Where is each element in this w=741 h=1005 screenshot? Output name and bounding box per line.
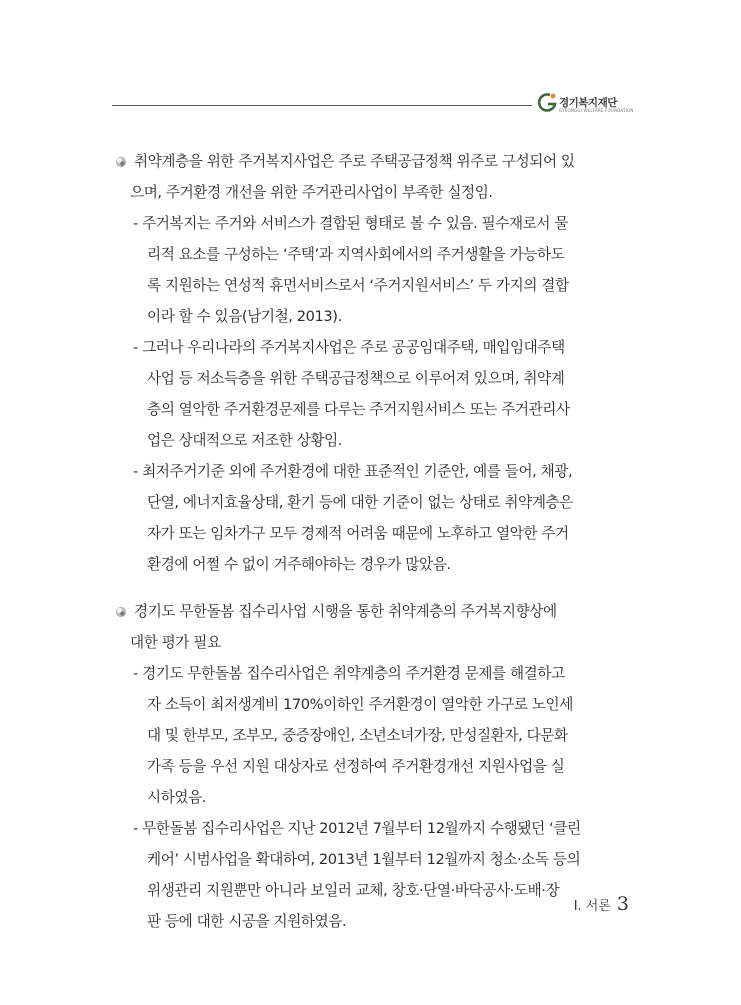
dash-item-line: - 경기도 무한돌봄 집수리사업은 취약계층의 주거환경 문제를 해결하고	[133, 665, 565, 682]
dash-item-line: 자 소득이 최저생계비 170%이하인 주거환경이 열악한 가구로 노인세	[147, 696, 573, 713]
dash-item-line: 사업 등 저소득층을 위한 주택공급정책으로 이루어져 있으며, 취약계	[147, 370, 565, 387]
dash-item-line: 케어’ 시범사업을 확대하여, 2013년 1월부터 12월까지 청소·소독 등의	[147, 851, 581, 868]
dash-item-line: 리적 요소를 구성하는 ‘주택’과 지역사회에서의 주거생활을 가능하도	[147, 246, 565, 263]
document-body	[112, 146, 642, 937]
dash-item	[133, 456, 642, 580]
logo-mark-icon	[536, 91, 558, 113]
dash-item	[133, 658, 642, 813]
dash-item-line: 자가 또는 임차가구 모두 경제적 어려움 때문에 노후하고 열악한 주거	[147, 525, 569, 542]
dash-item-line: 환경에 어쩔 수 없이 거주해야하는 경우가 많았음.	[147, 556, 451, 573]
logo-name: 경기복지재단	[559, 97, 617, 109]
bullet-icon	[114, 605, 128, 619]
dash-item-line: 록 지원하는 연성적 휴먼서비스로서 ‘주거지원서비스’ 두 가지의 결합	[147, 277, 569, 294]
dash-item	[133, 332, 642, 456]
section	[112, 596, 642, 937]
bullet-text-line: 대한 평가 필요	[130, 634, 221, 651]
bullet-text-line: 경기도 무한돌봄 집수리사업 시행을 통한 취약계층의 주거복지향상에	[134, 603, 557, 620]
page-number: 3	[616, 893, 629, 915]
dash-item-line: 위생관리 지원뿐만 아니라 보일러 교체, 창호·단열·바닥공사·도배·장	[147, 882, 560, 899]
dash-item-line: 이라 할 수 있음(남기철, 2013).	[147, 308, 342, 325]
dash-item-line: 단열, 에너지효율상태, 환기 등에 대한 기준이 없는 상태로 취약계층은	[147, 494, 573, 511]
bullet-text-line: 취약계층을 위한 주거복지사업은 주로 주택공급정책 위주로 구성되어 있	[134, 153, 575, 170]
header-rule	[112, 105, 532, 106]
chapter-label: Ⅰ. 서론	[573, 899, 611, 914]
dash-item-line: - 그러나 우리나라의 주거복지사업은 주로 공공임대주택, 매입임대주택	[133, 339, 565, 356]
logo-subtitle: GYEONGGI WELFARE FOUNDATION	[559, 108, 634, 113]
foundation-logo	[536, 91, 646, 117]
dash-item	[133, 208, 642, 332]
bullet-icon	[114, 155, 128, 169]
dash-item	[133, 813, 642, 937]
dash-item-line: 업은 상대적으로 저조한 상황임.	[147, 432, 343, 449]
dash-item-line: 시하였음.	[147, 789, 207, 806]
dash-item-line: - 최저주거기준 외에 주거환경에 대한 표준적인 기준안, 예를 들어, 채광,	[133, 463, 573, 480]
dash-item-line: - 무한돌봄 집수리사업은 지난 2012년 7월부터 12월까지 수행됐던 ‘클린	[133, 820, 581, 837]
section	[112, 146, 642, 580]
bullet-text-line: 으며, 주거환경 개선을 위한 주거관리사업이 부족한 실정임.	[130, 184, 493, 201]
dash-item-line: 층의 열악한 주거환경문제를 다루는 주거지원서비스 또는 주거관리사	[147, 401, 570, 418]
dash-item-line: 대 및 한부모, 조부모, 중증장애인, 소년소녀가장, 만성질환자, 다문화	[147, 727, 568, 744]
dash-item-line: 가족 등을 우선 지원 대상자로 선정하여 주거환경개선 지원사업을 실	[147, 758, 565, 775]
dash-item-line: - 주거복지는 주거와 서비스가 결합된 형태로 볼 수 있음. 필수재로서 물	[133, 215, 569, 232]
page-footer	[574, 893, 629, 915]
dash-item-line: 판 등에 대한 시공을 지원하였음.	[147, 913, 347, 930]
